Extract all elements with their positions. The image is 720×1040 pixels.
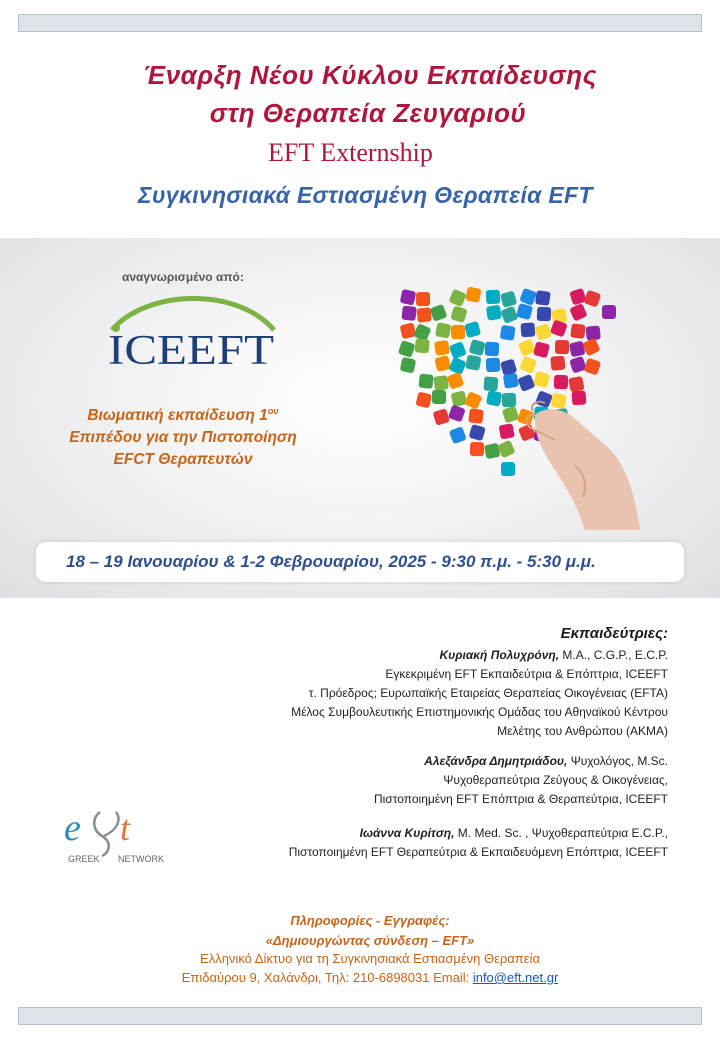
puzzle-piece xyxy=(516,303,533,320)
puzzle-piece xyxy=(550,356,565,371)
trainer-2-block xyxy=(374,752,668,809)
iceeft-logo-text: ICEEFT xyxy=(108,328,274,370)
puzzle-piece xyxy=(434,355,451,372)
puzzle-piece xyxy=(550,319,568,337)
trainers-heading: Εκπαιδεύτριες: xyxy=(560,625,668,642)
puzzle-piece xyxy=(535,290,551,306)
bottom-border-bar xyxy=(18,1007,702,1025)
info-network: Ελληνικό Δίκτυο για τη Συγκινησιακά Εστιασμένη Θεραπεία xyxy=(200,951,540,966)
puzzle-piece xyxy=(569,288,587,306)
puzzle-piece xyxy=(519,356,537,374)
training-line-1 xyxy=(48,400,318,427)
trainer-1-line-4: Μέλος Συμβουλευτικής Επιστημονικής Ομάδας του Αθηναϊκού Κέντρου xyxy=(291,705,668,719)
puzzle-piece xyxy=(569,341,586,358)
info-organizer: «Δημιουργώντας σύνδεση – EFT» xyxy=(265,933,475,948)
iceeft-logo xyxy=(106,290,278,370)
tagline: Συγκινησιακά Εστιασμένη Θεραπεία EFT xyxy=(138,182,593,208)
trainer-1-line-3: τ. Πρόεδρος; Ευρωπαϊκής Εταιρείας Θεραπείας Οικογένειας (EFTA) xyxy=(308,686,668,700)
puzzle-piece xyxy=(448,357,466,375)
puzzle-piece xyxy=(433,408,450,425)
puzzle-piece xyxy=(450,306,467,323)
puzzle-piece xyxy=(468,408,484,424)
trainer-2-line-3: Πιστοποιημένη EFT Επόπτρια & Θεραπεύτρια, ICEEFT xyxy=(373,792,668,806)
puzzle-piece xyxy=(415,392,432,409)
puzzle-piece xyxy=(464,391,482,409)
puzzle-piece xyxy=(484,443,501,460)
puzzle-piece xyxy=(486,305,502,321)
training-line-1-text: Βιωματική εκπαίδευση 1 xyxy=(87,407,268,425)
training-description xyxy=(48,400,318,471)
puzzle-piece xyxy=(520,322,535,337)
puzzle-piece xyxy=(469,339,486,356)
training-line-3: EFCT Θεραπευτών xyxy=(113,451,253,469)
hand-image xyxy=(515,385,645,530)
puzzle-piece xyxy=(485,342,500,357)
title-line-1: Έναρξη Νέου Κύκλου Εκπαίδευσης xyxy=(142,60,598,90)
subtitle: EFT Externship xyxy=(268,138,433,167)
eft-logo-network: NETWORK xyxy=(118,854,164,864)
accreditation-label: αναγνωρισμένο από: xyxy=(122,270,244,284)
puzzle-piece xyxy=(500,325,516,341)
puzzle-piece xyxy=(586,325,601,340)
trainer-2-name-line xyxy=(374,752,668,771)
puzzle-piece xyxy=(449,426,467,444)
puzzle-piece xyxy=(569,303,587,321)
trainer-2-line-2: Ψυχοθεραπεύτρια Ζεύγους & Οικογένειας, xyxy=(443,773,668,787)
puzzle-piece xyxy=(446,372,464,390)
trainer-2-credentials: Ψυχολόγος, M.Sc. xyxy=(567,754,668,768)
puzzle-piece xyxy=(537,307,551,321)
puzzle-piece xyxy=(584,358,602,376)
puzzle-piece xyxy=(497,440,516,459)
puzzle-piece xyxy=(569,356,587,374)
puzzle-piece xyxy=(584,290,602,308)
puzzle-piece xyxy=(501,462,515,476)
email-link[interactable]: info@eft.net.gr xyxy=(472,970,559,985)
puzzle-piece xyxy=(432,390,446,404)
dates-banner xyxy=(36,542,684,582)
puzzle-piece xyxy=(433,375,449,391)
puzzle-piece xyxy=(449,341,467,359)
puzzle-piece xyxy=(499,423,515,439)
puzzle-piece xyxy=(535,323,552,340)
title-line-2: στη Θεραπεία Ζευγαριού xyxy=(209,98,527,128)
info-contact xyxy=(0,970,720,985)
trainer-1-line-5: Μελέτης του Ανθρώπου (AKMA) xyxy=(497,724,668,738)
training-line-1-sup: ου xyxy=(267,406,279,416)
trainer-1-credentials: M.A., C.G.P., E.C.P. xyxy=(559,648,668,662)
puzzle-piece xyxy=(464,321,481,338)
puzzle-piece xyxy=(486,358,501,373)
eft-logo-greek: GREEK xyxy=(68,854,100,864)
eft-greek-network-logo xyxy=(62,800,172,870)
puzzle-piece xyxy=(429,304,447,322)
puzzle-piece xyxy=(518,338,536,356)
puzzle-piece xyxy=(486,390,502,406)
puzzle-piece xyxy=(451,390,468,407)
training-line-2: Επιπέδου για την Πιστοποίηση xyxy=(69,429,297,447)
puzzle-piece xyxy=(555,340,569,354)
puzzle-piece xyxy=(435,322,451,338)
puzzle-piece xyxy=(416,292,430,306)
trainer-1-block xyxy=(291,646,668,741)
puzzle-piece xyxy=(401,306,416,321)
puzzle-piece xyxy=(602,305,616,319)
trainer-3-name-line xyxy=(289,824,668,843)
puzzle-piece xyxy=(582,338,601,357)
puzzle-piece xyxy=(519,288,537,306)
puzzle-piece xyxy=(500,291,517,308)
puzzle-piece xyxy=(434,340,450,356)
puzzle-piece xyxy=(418,374,433,389)
trainer-3-block xyxy=(289,824,668,862)
dates-text: 18 – 19 Ιανουαρίου & 1-2 Φεβρουαρίου, 2025 - 9:30 π.μ. - 5:30 μ.μ. xyxy=(66,552,596,571)
trainer-1-line-2: Εγκεκριμένη EFT Εκπαιδεύτρια & Επόπτρια, ICEEFT xyxy=(385,667,668,681)
svg-text:t: t xyxy=(120,808,131,848)
trainer-1-name-line xyxy=(291,646,668,665)
puzzle-piece xyxy=(448,404,466,422)
puzzle-piece xyxy=(533,341,550,358)
puzzle-piece xyxy=(416,307,432,323)
puzzle-piece xyxy=(500,306,518,324)
info-address: Επιδαύρου 9, Χαλάνδρι, Τηλ: 210-6898031 Email: xyxy=(181,970,473,985)
top-border-bar xyxy=(18,14,702,32)
trainer-3-name: Ιωάννα Κυρίτση, xyxy=(359,826,455,840)
puzzle-piece xyxy=(415,338,430,353)
puzzle-piece xyxy=(483,376,498,391)
svg-text:e: e xyxy=(64,807,81,849)
info-heading: Πληροφορίες - Εγγραφές: xyxy=(290,913,450,928)
trainer-3-credentials: M. Med. Sc. , Ψυχοθεραπεύτρια E.C.P., xyxy=(454,826,668,840)
puzzle-piece xyxy=(448,289,466,307)
puzzle-piece xyxy=(451,325,465,339)
trainer-2-name: Αλεξάνδρα Δημητριάδου, xyxy=(424,754,568,768)
puzzle-piece xyxy=(486,290,501,305)
puzzle-piece xyxy=(398,340,416,358)
puzzle-piece xyxy=(465,287,481,303)
puzzle-piece xyxy=(570,323,586,339)
puzzle-piece xyxy=(400,289,417,306)
trainer-1-name: Κυριακή Πολυχρόνη, xyxy=(439,648,560,662)
puzzle-piece xyxy=(470,442,484,456)
puzzle-piece xyxy=(400,322,417,339)
puzzle-piece xyxy=(469,424,486,441)
puzzle-piece xyxy=(400,357,417,374)
puzzle-piece xyxy=(465,355,481,371)
trainer-3-line-2: Πιστοποιημένη EFT Θεραπεύτρια & Εκπαιδευόμενη Επόπτρια, ICEEFT xyxy=(288,845,668,859)
